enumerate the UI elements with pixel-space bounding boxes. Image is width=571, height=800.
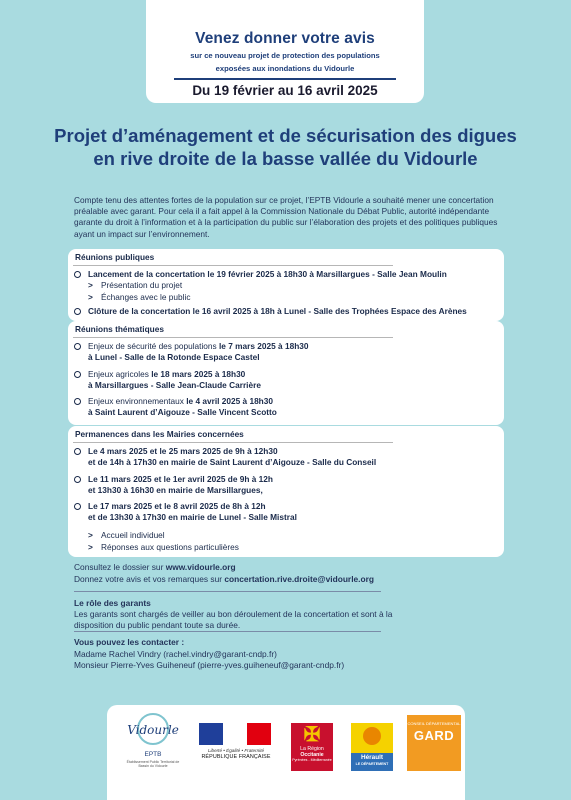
main-title-line-1: Projet d’aménagement et de sécurisation des digues — [54, 125, 517, 146]
list-item — [68, 474, 504, 496]
topic-place: à Lunel - Salle de la Rotonde Espace Castel — [88, 352, 260, 363]
eptb-subtitle: Établissement Public Territorial de Bassin du Vidourle — [126, 760, 180, 769]
topic-label: Enjeux agricoles — [88, 368, 152, 379]
list-item — [68, 369, 504, 391]
topic-date: le 7 mars 2025 à 18h30 — [219, 341, 309, 352]
header-subtitle-1: sur ce nouveau projet de protection des populations — [190, 51, 380, 60]
divider — [73, 442, 393, 443]
eptb-vidourle-logo — [123, 713, 183, 781]
gard-logo — [407, 715, 461, 771]
occitanie-line-1: La Région — [300, 746, 324, 752]
chevron-right-icon: > — [88, 541, 93, 552]
permanences-heading: Permanences dans les Mairies concernées — [75, 429, 244, 439]
permanence-place: et de 14h à 17h30 en mairie de Saint Laurent d’Aigouze - Salle du Conseil — [88, 457, 377, 468]
bullet-icon — [74, 371, 81, 378]
bullet-icon — [74, 503, 81, 510]
list-item — [68, 341, 504, 363]
divider — [73, 265, 393, 266]
dossier-label: Consultez le dossier sur — [74, 562, 166, 572]
event-closing: Clôture de la concertation le 16 avril 2025 à 18h à Lunel - Salle des Trophées Espace des Arènes — [88, 305, 467, 316]
bullet-icon — [74, 448, 81, 455]
sub-item-label: Réponses aux questions particulières — [101, 541, 239, 552]
topic-label: Enjeux environnementaux — [88, 396, 187, 407]
bullet-icon — [74, 308, 81, 315]
occitanie-line-3: Pyrénées - Méditerranée — [292, 758, 332, 763]
reunions-publiques-box — [68, 249, 504, 321]
garants-section — [74, 598, 404, 632]
intro-paragraph: Compte tenu des attentes fortes de la population sur ce projet, l’EPTB Vidourle a souhaité mener une concertation préalable avec garant. Pour cela il a fait appel à la Commission Nationale du Débat Public, autorité indépendante garante du droit à l’information et à la participation du public sur l’élaboration des projets et des politiques publiques ayant un impact sur l’environnement. — [74, 195, 498, 239]
divider — [73, 337, 393, 338]
permanence-date: Le 17 mars 2025 et le 8 avril 2025 de 8h à 12h — [88, 501, 266, 512]
bullet-icon — [74, 398, 81, 405]
gard-name: GARD — [413, 728, 455, 743]
email-link[interactable]: concertation.rive.droite@vidourle.org — [224, 573, 374, 584]
contact-person-1: Madame Rachel Vindry (rachel.vindry@garant-cndp.fr) — [74, 648, 277, 659]
contacts-section — [74, 637, 344, 672]
header-tab — [146, 0, 424, 103]
sub-item-label: Échanges avec le public — [101, 291, 191, 302]
permanence-place: et de 13h30 à 17h30 en mairie de Lunel - Salle Mistral — [88, 512, 297, 523]
main-title-line-2: en rive droite de la basse vallée du Vidourle — [93, 148, 478, 169]
topic-place: à Saint Laurent d’Aigouze - Salle Vincent Scotto — [88, 407, 277, 418]
eptb-name: EPTB — [144, 751, 162, 758]
sub-item — [68, 280, 504, 291]
topic-place: à Marsillargues - Salle Jean-Claude Carrière — [88, 379, 261, 390]
main-title — [30, 124, 541, 170]
permanence-date: Le 11 mars 2025 et le 1er avril 2025 de 9h à 12h — [88, 473, 273, 484]
online-contact — [74, 562, 374, 585]
sub-item-label: Présentation du projet — [101, 280, 183, 291]
list-item — [68, 306, 504, 317]
occitan-cross-icon: ✠ — [303, 724, 321, 746]
figure-icon — [363, 727, 381, 745]
republique-francaise-logo — [199, 723, 273, 760]
list-item — [68, 501, 504, 523]
header-divider — [174, 78, 396, 80]
chevron-right-icon: > — [88, 291, 93, 302]
reunions-publiques-heading: Réunions publiques — [75, 252, 155, 262]
bullet-icon — [74, 271, 81, 278]
contact-person-2: Monsieur Pierre-Yves Guiheneuf (pierre-yves.guiheneuf@garant-cndp.fr) — [74, 660, 345, 670]
list-item — [68, 446, 504, 468]
topic-date: le 18 mars 2025 à 18h30 — [151, 368, 246, 379]
permanence-date: Le 4 mars 2025 et le 25 mars 2025 de 9h à 12h30 — [88, 446, 278, 457]
occitanie-line-2: Occitanie — [300, 751, 324, 758]
divider — [74, 631, 381, 632]
contacts-heading: Vous pouvez les contacter : — [74, 637, 185, 647]
region-occitanie-logo — [291, 723, 333, 771]
garants-text: Les garants sont chargés de veiller au bon déroulement de la concertation et sont à la disposition du public pendant toute sa durée. — [74, 609, 393, 631]
header-subtitle-2: exposées aux inondations du Vidourle — [215, 64, 355, 73]
list-item — [68, 269, 504, 280]
bullet-icon — [74, 476, 81, 483]
flag-icon — [199, 723, 271, 745]
permanence-place: et 13h30 à 16h30 en mairie de Marsillargues, — [88, 484, 263, 495]
avis-label: Donnez votre avis et vos remarques sur — [74, 573, 225, 584]
herault-sub: LE DÉPARTEMENT — [355, 762, 389, 766]
list-item — [68, 396, 504, 418]
topic-date: le 4 avril 2025 à 18h30 — [186, 396, 273, 407]
sub-item-label: Accueil individuel — [101, 530, 165, 541]
website-link[interactable]: www.vidourle.org — [165, 562, 236, 572]
herault-name: Hérault — [360, 754, 384, 761]
herault-logo — [351, 723, 393, 771]
sub-item — [68, 292, 504, 303]
rf-motto: Liberté • Égalité • Fraternité — [207, 748, 265, 753]
chevron-right-icon: > — [88, 280, 93, 291]
topic-label: Enjeux de sécurité des populations — [88, 341, 219, 352]
reunions-thematiques-box — [68, 321, 504, 425]
header-title: Venez donner votre avis — [195, 30, 375, 47]
garants-heading: Le rôle des garants — [74, 598, 151, 608]
header-dates: Du 19 février au 16 avril 2025 — [192, 83, 378, 98]
bullet-icon — [74, 343, 81, 350]
herault-label — [351, 753, 393, 771]
partner-logos — [107, 705, 465, 800]
divider — [74, 591, 381, 592]
chevron-right-icon: > — [88, 530, 93, 541]
reunions-thematiques-heading: Réunions thématiques — [75, 324, 164, 334]
event-launch: Lancement de la concertation le 19 février 2025 à 18h30 à Marsillargues - Salle Jean Moulin — [88, 269, 447, 280]
sub-item — [68, 542, 504, 553]
eptb-script: Vidourle — [127, 723, 179, 737]
rf-name: RÉPUBLIQUE FRANÇAISE — [201, 754, 271, 760]
permanences-box — [68, 426, 504, 557]
gard-subtitle: CONSEIL DÉPARTEMENTAL — [407, 721, 461, 726]
sub-item — [68, 530, 504, 541]
